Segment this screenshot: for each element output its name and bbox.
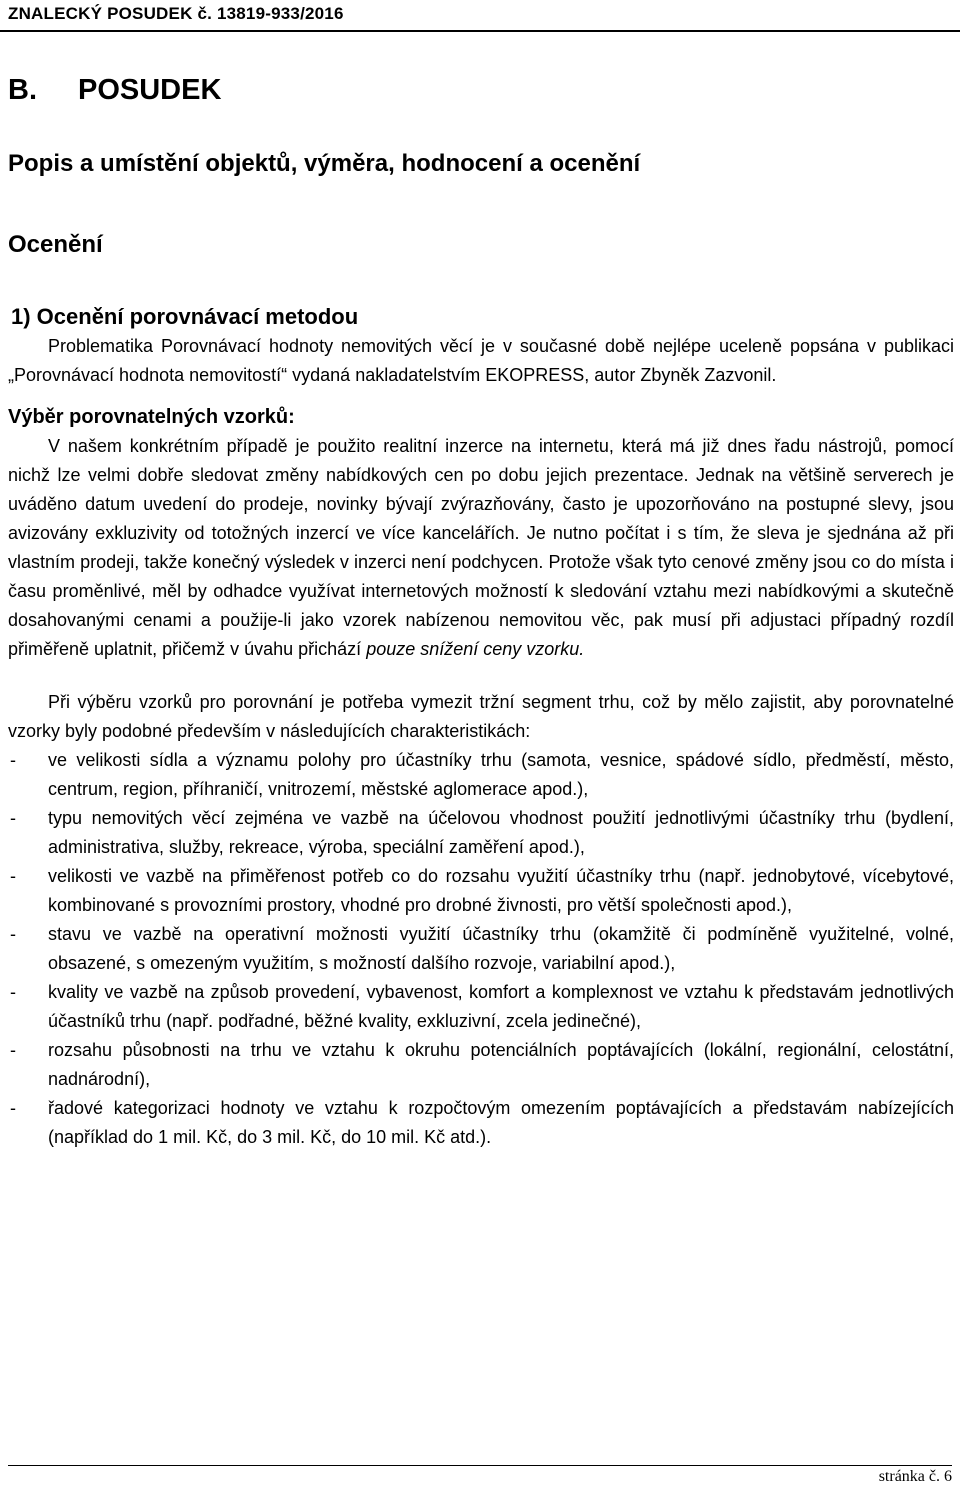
samples-text: V našem konkrétním případě je použito realitní inzerce na internetu, která má již dnes řadu nástrojů, pomocí nichž lze velmi dobře sledovat změny nabídkových cen po dobu jejich prezentace. Jednak na většině serverech je uváděno datum uvedení do prodeje, novinky bývají zvýrazňovány, často je upozorňováno na postupné slevy, jsou avizovány exkluzivity od totožných inzercí ve více kancelářích. Je nutno počítat i s tím, že sleva je sjednána až při vlastním prodeji, takže konečný výsledek v inzerci není podchycen. Protože však tyto cenové změny jsou co do místa i času proměnlivé, měl by odhadce využívat internetových možností k sledování vztahu mezi nabídkovými a skutečně dosahovanými cenami a použije-li jako vzorek nabízenou nemovitou věc, pak musí při adjustaci případný rozdíl přiměřeně uplatnit, přičemž v úvahu přichází <box>8 436 954 659</box>
page-number: stránka č. 6 <box>878 1468 952 1485</box>
subtitle-valuation: Ocenění <box>8 231 103 258</box>
method-intro: Problematika Porovnávací hodnoty nemovitých věcí je v současné době nejlépe uceleně popsána v publikaci „Porovnávací hodnota nemovitostí“ vydaná nakladatelstvím EKOPRESS, autor Zbyněk Zazvonil. <box>8 336 954 385</box>
page-header: ZNALECKÝ POSUDEK č. 13819-933/2016 <box>8 4 344 23</box>
section-name: POSUDEK <box>78 74 222 106</box>
list-item: - stavu ve vazbě na operativní možnosti využití účastníky trhu (okamžitě či podmíněně využitelné, volné, obsazené, s omezeným využitím, s možností dalšího rozvoje, variabilní apod.), <box>8 920 954 978</box>
list-item: - typu nemovitých věcí zejména ve vazbě na účelovou vhodnost použití jednotlivými účastníky trhu (bydlení, administrativa, služby, rekreace, výroba, speciální zaměření apod.), <box>8 804 954 862</box>
document-body <box>8 302 954 1152</box>
method-heading: 1) Ocenění porovnávací metodou <box>11 304 359 329</box>
list-item: - řadové kategorizaci hodnoty ve vztahu k rozpočtovým omezením poptávajících a představám nabízejících (například do 1 mil. Kč, do 3 mil. Kč, do 10 mil. Kč atd.). <box>8 1094 954 1152</box>
list-item: - velikosti ve vazbě na přiměřenost potřeb co do rozsahu využití účastníky trhu (např. jednobytové, vícebytové, kombinované s provozními prostory, vhodné pro drobné živnosti, pro větší společnosti apod.), <box>8 862 954 920</box>
footer-divider <box>8 1465 952 1466</box>
list-item: - kvality ve vazbě na způsob provedení, vybavenost, komfort a komplexnost ve vztahu k představám jednotlivých účastníků trhu (např. podřadné, běžné kvality, exkluzivní, zcela jedinečné), <box>8 978 954 1036</box>
section-letter: B. <box>8 74 37 106</box>
samples-paragraph <box>8 432 954 664</box>
list-item: - ve velikosti sídla a významu polohy pro účastníky trhu (samota, vesnice, spádové sídlo, předměstí, město, centrum, region, příhraničí, vnitrozemí, městské aglomerace apod.), <box>8 746 954 804</box>
header-divider <box>0 30 960 32</box>
samples-italic: pouze snížení ceny vzorku. <box>366 639 585 659</box>
segment-intro: Při výběru vzorků pro porovnání je potřeba vymezit tržní segment trhu, což by mělo zajistit, aby porovnatelné vzorky byly podobné především v následujících charakteristikách: <box>8 692 954 741</box>
segment-list <box>8 746 954 1152</box>
samples-heading: Výběr porovnatelných vzorků: <box>8 406 295 428</box>
subtitle-description: Popis a umístění objektů, výměra, hodnocení a ocenění <box>8 150 641 177</box>
list-item: - rozsahu působnosti na trhu ve vztahu k okruhu potenciálních poptávajících (lokální, regionální, celostátní, nadnárodní), <box>8 1036 954 1094</box>
section-title <box>8 74 221 107</box>
